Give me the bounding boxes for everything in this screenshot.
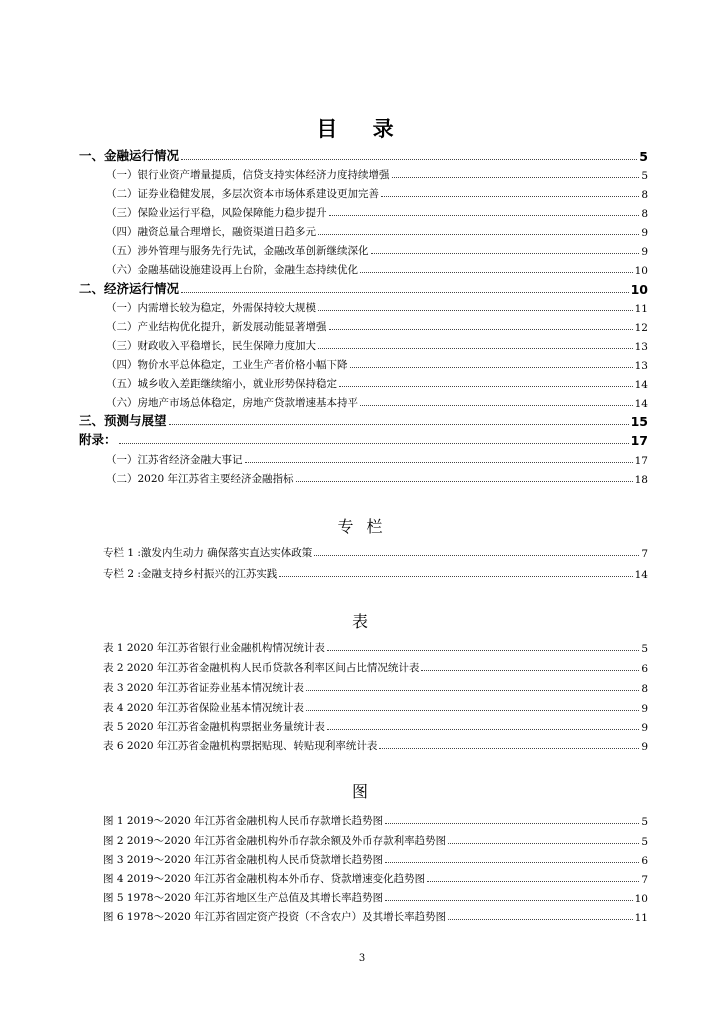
toc-entry-text: （六）房地产市场总体稳定，房地产贷款增速基本持平 xyxy=(106,397,358,409)
leader-dots xyxy=(392,176,640,178)
table-entry-text: 表 5 2020 年江苏省金融机构票据业务量统计表 xyxy=(103,721,325,733)
column-entry-page: 14 xyxy=(634,569,648,581)
toc-entry[interactable] xyxy=(0,468,724,486)
leader-dots xyxy=(350,366,633,368)
leader-dots xyxy=(318,347,633,349)
toc-entry-text: 三、预测与展望 xyxy=(79,413,167,428)
table-entry-text: 表 3 2020 年江苏省证券业基本情况统计表 xyxy=(103,682,304,694)
leader-dots xyxy=(385,822,639,824)
leader-dots xyxy=(379,747,639,749)
leader-dots xyxy=(385,861,639,863)
figure-entry-text: 图 2 2019～2020 年江苏省金融机构外币存款余额及外币存款利率趋势图 xyxy=(103,835,447,847)
figure-entry[interactable] xyxy=(0,887,724,905)
table-entry-page: 8 xyxy=(641,683,648,695)
toc-entry[interactable] xyxy=(0,392,724,410)
toc-entry[interactable] xyxy=(0,164,724,182)
leader-dots xyxy=(306,709,639,711)
toc-entry-page: 14 xyxy=(634,379,648,391)
toc-entry-page: 13 xyxy=(634,360,648,372)
figure-entry[interactable] xyxy=(0,830,724,848)
toc-entry[interactable] xyxy=(0,240,724,258)
column-entry-text: 专栏 1 :激发内生动力 确保落实直达实体政策 xyxy=(103,547,313,559)
leader-dots xyxy=(318,309,633,311)
figure-entry-page: 10 xyxy=(634,893,648,905)
column-entry[interactable] xyxy=(0,563,724,581)
column-entry-page: 7 xyxy=(641,548,648,560)
toc-entry-text: （四）融资总量合理增长，融资渠道日趋多元 xyxy=(106,226,316,238)
toc-entry-page: 10 xyxy=(630,282,648,297)
toc-entry-text: （六）金融基础设施建设再上台阶，金融生态持续优化 xyxy=(106,264,358,276)
toc-entry-page: 18 xyxy=(634,474,648,486)
leader-dots xyxy=(329,328,633,330)
leader-dots xyxy=(169,423,629,425)
leader-dots xyxy=(318,233,639,235)
table-entry[interactable] xyxy=(0,716,724,734)
tables-heading: 表 xyxy=(351,612,372,631)
toc-entry-page: 12 xyxy=(634,322,648,334)
toc-entry-text: （一）银行业资产增量提质，信贷支持实体经济力度持续增强 xyxy=(106,169,390,181)
leader-dots xyxy=(314,554,639,556)
leader-dots xyxy=(360,404,633,406)
toc-entry[interactable] xyxy=(0,202,724,220)
toc-entry-text: （一）江苏省经济金融大事记 xyxy=(106,454,243,466)
columns-heading: 专 栏 xyxy=(337,517,387,536)
toc-entry-text: 一、金融运行情况 xyxy=(79,148,180,163)
figure-entry-page: 11 xyxy=(634,912,648,924)
toc-entry-text: （二）2020 年江苏省主要经济金融指标 xyxy=(106,473,294,485)
leader-dots xyxy=(296,480,633,482)
toc-entry-page: 13 xyxy=(634,341,648,353)
toc-entry-page: 9 xyxy=(641,246,648,258)
toc-entry-text: （五）城乡收入差距继续缩小，就业形势保持稳定 xyxy=(106,378,337,390)
toc-entry-text: 附录： xyxy=(79,432,117,447)
toc-entry-page: 17 xyxy=(634,455,648,467)
table-entry-text: 表 6 2020 年江苏省金融机构票据贴现、转贴现利率统计表 xyxy=(103,740,378,752)
toc-entry-text: 二、经济运行情况 xyxy=(79,281,180,296)
figure-entry-page: 7 xyxy=(641,874,648,886)
page-number: 3 xyxy=(358,953,366,964)
toc-entry[interactable] xyxy=(0,373,724,391)
toc-entry-page: 14 xyxy=(634,398,648,410)
leader-dots xyxy=(381,195,639,197)
table-entry-page: 6 xyxy=(641,663,648,675)
toc-entry-section-3[interactable] xyxy=(0,411,724,429)
leader-dots xyxy=(385,899,632,901)
toc-entry-text: （五）涉外管理与服务先行先试，金融改革创新继续深化 xyxy=(106,245,369,257)
leader-dots xyxy=(279,575,632,577)
figure-entry-page: 6 xyxy=(641,855,648,867)
toc-entry[interactable] xyxy=(0,221,724,239)
toc-entry-section-2[interactable] xyxy=(0,279,724,297)
toc-title: 目 录 xyxy=(316,117,408,141)
toc-entry-page: 17 xyxy=(630,433,648,448)
toc-entry-page: 15 xyxy=(630,414,648,429)
figure-entry[interactable] xyxy=(0,849,724,867)
leader-dots xyxy=(329,214,640,216)
table-entry[interactable] xyxy=(0,697,724,715)
toc-entry-text: （一）内需增长较为稳定，外需保持较大规模 xyxy=(106,302,316,314)
toc-entry-appendix[interactable] xyxy=(0,430,724,448)
leader-dots xyxy=(448,918,632,920)
leader-dots xyxy=(327,728,639,730)
table-entry-text: 表 2 2020 年江苏省金融机构人民币贷款各利率区间占比情况统计表 xyxy=(103,662,420,674)
leader-dots xyxy=(339,385,633,387)
leader-dots xyxy=(448,842,639,844)
toc-entry[interactable] xyxy=(0,259,724,277)
toc-entry[interactable] xyxy=(0,297,724,315)
toc-entry-text: （三）财政收入平稳增长，民生保障力度加大 xyxy=(106,340,316,352)
leader-dots xyxy=(360,271,633,273)
toc-entry[interactable] xyxy=(0,335,724,353)
table-entry-text: 表 1 2020 年江苏省银行业金融机构情况统计表 xyxy=(103,642,325,654)
column-entry-text: 专栏 2 :金融支持乡村振兴的江苏实践 xyxy=(103,568,278,580)
figure-entry-text: 图 5 1978～2020 年江苏省地区生产总值及其增长率趋势图 xyxy=(103,892,384,904)
toc-entry-section-1[interactable] xyxy=(0,146,724,164)
table-entry-page: 9 xyxy=(641,703,648,715)
toc-entry-text: （二）产业结构优化提升，新发展动能显著增强 xyxy=(106,321,327,333)
figure-entry-text: 图 3 2019～2020 年江苏省金融机构人民币贷款增长趋势图 xyxy=(103,854,384,866)
table-entry[interactable] xyxy=(0,637,724,655)
toc-entry-page: 9 xyxy=(641,227,648,239)
figure-entry-text: 图 6 1978～2020 年江苏省固定资产投资（不含农户）及其增长率趋势图 xyxy=(103,911,447,923)
leader-dots xyxy=(327,649,639,651)
figure-entry-page: 5 xyxy=(641,816,648,828)
leader-dots xyxy=(245,461,633,463)
table-entry-text: 表 4 2020 年江苏省保险业基本情况统计表 xyxy=(103,702,304,714)
figure-entry[interactable] xyxy=(0,906,724,924)
table-entry-page: 5 xyxy=(641,643,648,655)
figure-entry-page: 5 xyxy=(641,836,648,848)
table-entry-page: 9 xyxy=(641,741,648,753)
toc-entry-page: 8 xyxy=(641,208,648,220)
table-entry-page: 9 xyxy=(641,722,648,734)
table-entry[interactable] xyxy=(0,677,724,695)
table-entry[interactable] xyxy=(0,735,724,753)
toc-entry[interactable] xyxy=(0,316,724,334)
toc-entry-page: 5 xyxy=(639,149,648,164)
toc-entry[interactable] xyxy=(0,354,724,372)
toc-entry-page: 5 xyxy=(641,170,648,182)
toc-entry[interactable] xyxy=(0,183,724,201)
figures-heading: 图 xyxy=(351,782,372,801)
toc-entry-page: 8 xyxy=(641,189,648,201)
toc-entry-text: （二）证券业稳健发展，多层次资本市场体系建设更加完善 xyxy=(106,188,379,200)
leader-dots xyxy=(371,252,640,254)
leader-dots xyxy=(306,689,639,691)
column-entry[interactable] xyxy=(0,542,724,560)
toc-entry-text: （四）物价水平总体稳定，工业生产者价格小幅下降 xyxy=(106,359,348,371)
leader-dots xyxy=(181,291,629,293)
leader-dots xyxy=(119,442,629,444)
leader-dots xyxy=(427,880,639,882)
toc-entry-page: 11 xyxy=(634,303,648,315)
figure-entry-text: 图 1 2019～2020 年江苏省金融机构人民币存款增长趋势图 xyxy=(103,815,384,827)
toc-entry-text: （三）保险业运行平稳，风险保障能力稳步提升 xyxy=(106,207,327,219)
table-entry[interactable] xyxy=(0,657,724,675)
figure-entry-text: 图 4 2019～2020 年江苏省金融机构本外币存、贷款增速变化趋势图 xyxy=(103,873,426,885)
leader-dots xyxy=(181,158,637,160)
leader-dots xyxy=(421,669,639,671)
toc-entry[interactable] xyxy=(0,449,724,467)
figure-entry[interactable] xyxy=(0,868,724,886)
toc-entry-page: 10 xyxy=(634,265,648,277)
figure-entry[interactable] xyxy=(0,810,724,828)
